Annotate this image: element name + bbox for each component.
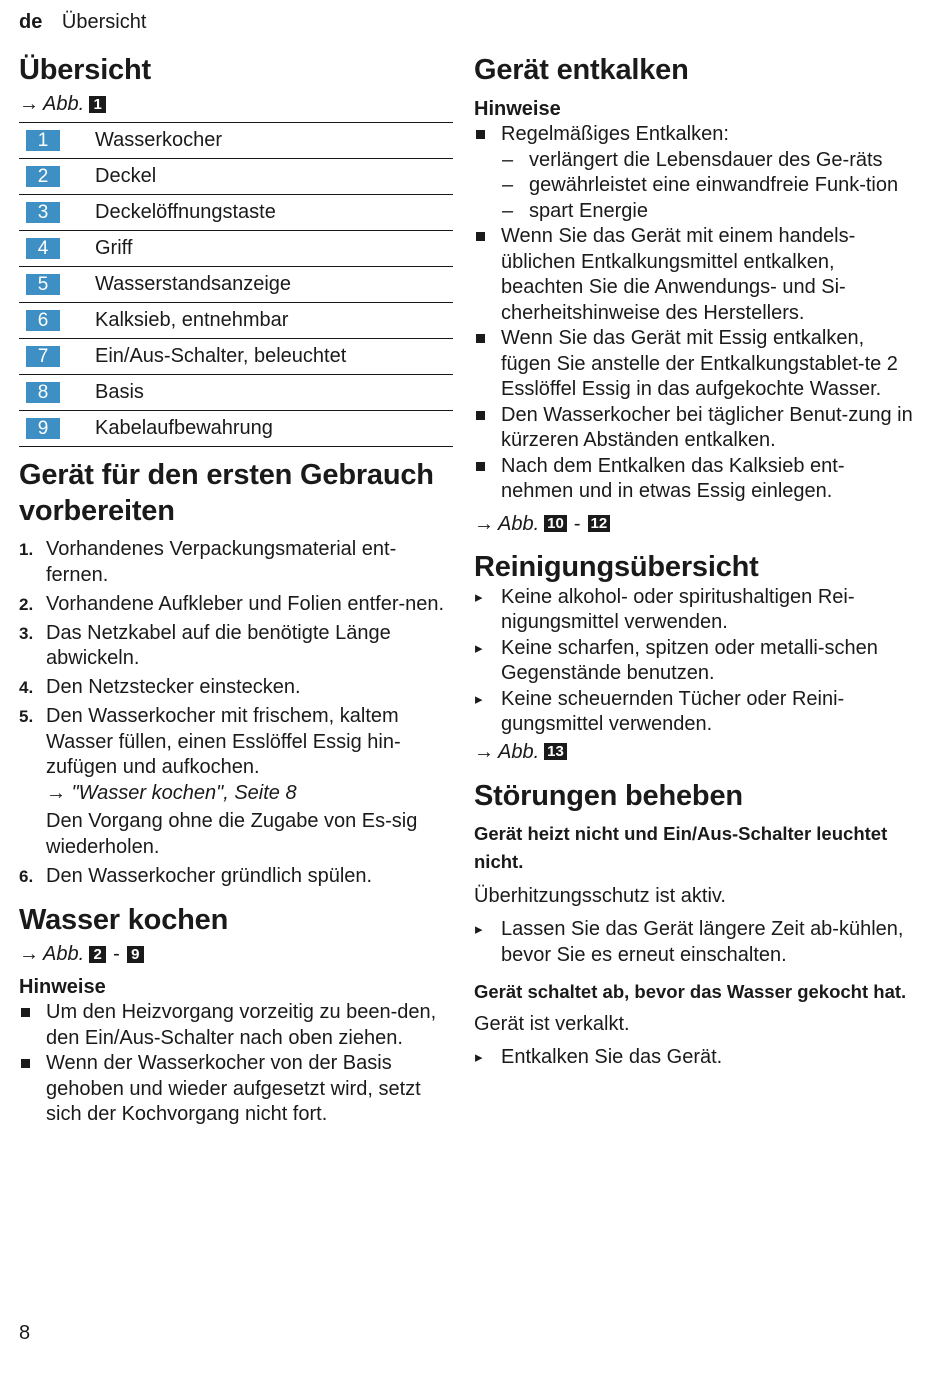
list-item (19, 675, 453, 701)
sub-list (474, 148, 914, 225)
item-label: Wasserstandsanzeige (95, 273, 292, 295)
item-number: 9 (26, 418, 60, 439)
figure-tag: 9 (127, 946, 144, 963)
page-number: 8 (19, 1322, 31, 1344)
list-item: ▸ Entkalken Sie das Gerät. (474, 1045, 914, 1071)
notes-heading: Hinweise (19, 976, 106, 998)
item-number: 7 (26, 346, 60, 367)
figure-tag: 12 (588, 515, 611, 532)
item-label: Kabelaufbewahrung (95, 417, 273, 439)
figure-tag: 2 (89, 946, 106, 963)
list-item (19, 704, 453, 860)
cleaning-heading: Reinigungsübersicht (474, 550, 759, 583)
troubleshooting-section (474, 778, 914, 1071)
item-number: 2 (26, 166, 60, 187)
list-item: Um den Heizvorgang vorzeitig zu been-den, den Ein/Aus-Schalter nach oben ziehen. (19, 1000, 453, 1051)
list-item: Wenn der Wasserkocher von der Basis gehoben und wieder aufgesetzt wird, setzt sich der Kochvorgang nicht fort. (19, 1051, 453, 1128)
item-number: 3 (26, 202, 60, 223)
notes-list (19, 1000, 453, 1128)
step-number: 6. (19, 866, 34, 886)
table-row (19, 267, 453, 303)
descale-section (474, 52, 914, 538)
list-item: ▸ Keine alkohol- oder spiritushaltigen Rei-nigungsmittel verwenden. (474, 585, 914, 636)
page-header (19, 8, 146, 36)
step-text: Das Netzkabel auf die benötigte Länge abwickeln. (46, 621, 391, 669)
figure-ref-label: Abb. (43, 93, 85, 115)
list-item: – spart Energie (474, 199, 914, 225)
figure-tag: 13 (544, 743, 567, 760)
list-item: Den Wasserkocher bei täglicher Benut-zung in kürzeren Abständen entkalken. (474, 403, 914, 454)
list-item (19, 864, 453, 890)
figure-reference (474, 738, 914, 766)
item-number: 8 (26, 382, 60, 403)
list-item: ▸ Lassen Sie das Gerät längere Zeit ab-kühlen, bevor Sie es erneut einschalten. (474, 917, 914, 968)
table-row (19, 339, 453, 375)
issue-actions (474, 917, 914, 968)
step-text: Den Wasserkocher mit frischem, kaltem Wasser füllen, einen Esslöffel Essig hin-zufügen und aufkochen. (46, 705, 401, 778)
list-item: ▸ Keine scheuernden Tücher oder Reini-gungsmittel verwenden. (474, 687, 914, 738)
issue-title: Gerät schaltet ab, bevor das Wasser gekocht hat. (474, 981, 907, 1002)
cross-reference-link[interactable]: → "Wasser kochen", Seite 8 (46, 781, 297, 804)
item-number: 5 (26, 274, 60, 295)
overview-heading: Übersicht (19, 54, 151, 86)
step-number: 3. (19, 623, 34, 643)
list-item: Nach dem Entkalken das Kalksieb ent-nehmen und in etwas Essig einlegen. (474, 454, 914, 505)
range-separator: - (113, 943, 120, 965)
issue-cause: Gerät ist verkalkt. (474, 1013, 630, 1035)
figure-reference (19, 90, 453, 118)
figure-tag: 1 (89, 96, 106, 113)
right-column (474, 52, 914, 1070)
troubleshooting-heading: Störungen beheben (474, 779, 743, 812)
table-row (19, 195, 453, 231)
arrow-icon: → (474, 740, 494, 763)
notes-heading: Hinweise (474, 98, 561, 120)
cleaning-list (474, 585, 914, 738)
list-item (19, 621, 453, 672)
range-separator: - (573, 512, 581, 535)
header-title: Übersicht (61, 11, 147, 33)
descale-heading: Gerät entkalken (474, 54, 689, 86)
figure-reference (19, 940, 453, 968)
item-label: Deckelöffnungstaste (95, 201, 276, 223)
list-item: ▸ Keine scharfen, spitzen oder metalli-schen Gegenstände benutzen. (474, 636, 914, 687)
list-item (19, 592, 453, 618)
list-item: – gewährleistet eine einwandfreie Funk-tion (474, 173, 914, 199)
overview-section (19, 52, 453, 447)
issue-title: Gerät heizt nicht und Ein/Aus-Schalter leuchtet nicht. (474, 822, 888, 872)
note-text: Regelmäßiges Entkalken: (501, 123, 729, 145)
prepare-steps (19, 537, 453, 889)
item-number: 6 (26, 310, 60, 331)
step-text: Vorhandenes Verpackungsmaterial ent-fernen. (46, 538, 397, 586)
table-row (19, 231, 453, 267)
table-row (19, 375, 453, 411)
arrow-icon: → (474, 512, 494, 535)
issue-cause: Überhitzungsschutz ist aktiv. (474, 884, 726, 907)
arrow-icon: → (19, 943, 39, 965)
item-label: Ein/Aus-Schalter, beleuchtet (95, 345, 347, 367)
list-item: – verlängert die Lebensdauer des Ge-räts (474, 148, 914, 174)
figure-ref-label: Abb. (498, 512, 540, 535)
step-extra-text: Den Vorgang ohne die Zugabe von Es-sig wiederholen. (46, 810, 418, 858)
figure-reference (474, 510, 914, 538)
issue (474, 820, 914, 969)
boil-section (19, 902, 453, 1128)
figure-tag: 10 (544, 515, 567, 532)
notes-list (474, 122, 914, 148)
list-item (19, 537, 453, 588)
step-text: Den Netzstecker einstecken. (46, 676, 301, 698)
item-number: 4 (26, 238, 60, 259)
figure-ref-label: Abb. (498, 740, 540, 763)
list-item (474, 122, 914, 148)
step-number: 2. (19, 594, 34, 614)
arrow-icon: → (19, 93, 39, 115)
item-label: Wasserkocher (95, 129, 223, 151)
prepare-heading: Gerät für den ersten Gebrauch vorbereiten (19, 459, 434, 527)
overview-table (19, 122, 453, 447)
step-number: 1. (19, 540, 34, 559)
table-row (19, 411, 453, 447)
item-label: Griff (95, 237, 133, 259)
prepare-section (19, 457, 453, 889)
list-item: Wenn Sie das Gerät mit Essig entkalken, fügen Sie anstelle der Entkalkungstablet-te 2 Esslöffel Essig in das aufgekochte Wasser. (474, 326, 914, 403)
item-label: Kalksieb, entnehmbar (95, 309, 289, 331)
issue (474, 978, 914, 1070)
item-label: Deckel (95, 165, 157, 187)
table-row (19, 159, 453, 195)
language-code: de (19, 11, 43, 33)
figure-ref-label: Abb. (43, 943, 85, 965)
list-item: Wenn Sie das Gerät mit einem handels-üblichen Entkalkungsmittel entkalken, beachten Sie die Anwendungs- und Si-cherheitshinweise des Herstellers. (474, 224, 914, 326)
table-row (19, 123, 453, 159)
step-text: Den Wasserkocher gründlich spülen. (46, 864, 373, 887)
issue-actions (474, 1045, 914, 1071)
notes-list (474, 224, 914, 505)
boil-heading: Wasser kochen (19, 904, 229, 936)
step-number: 5. (19, 707, 34, 726)
step-text: Vorhandene Aufkleber und Folien entfer-nen. (46, 592, 445, 615)
item-number: 1 (26, 130, 60, 151)
step-number: 4. (19, 678, 34, 697)
item-label: Basis (95, 381, 144, 403)
cleaning-section (474, 549, 914, 766)
table-row (19, 303, 453, 339)
left-column (19, 52, 453, 1128)
